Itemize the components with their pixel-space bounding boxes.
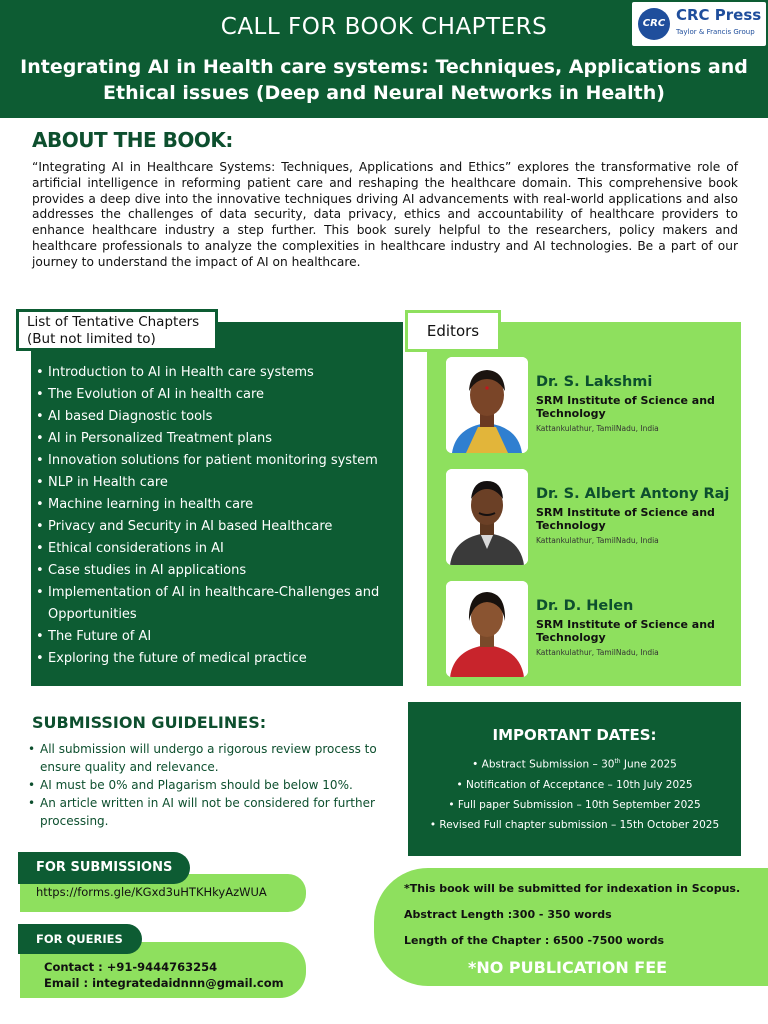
list-item: • The Future of AI: [36, 626, 400, 648]
list-item: • Innovation solutions for patient monitoring system: [36, 450, 400, 472]
list-item: • Privacy and Security in AI based Healthcare: [36, 516, 400, 538]
chapters-label: List of Tentative Chapters (But not limited to): [16, 309, 218, 351]
contact-phone: Contact : +91-9444763254: [44, 960, 218, 974]
list-item: • AI must be 0% and Plagarism should be below 10%.: [28, 776, 388, 794]
editor-location: Kattankulathur, TamilNadu, India: [536, 648, 659, 657]
list-item: • Machine learning in health care: [36, 494, 400, 516]
editor-location: Kattankulathur, TamilNadu, India: [536, 536, 659, 545]
list-item: • NLP in Health care: [36, 472, 400, 494]
submission-heading: SUBMISSION GUIDELINES:: [32, 713, 267, 732]
dates-heading: IMPORTANT DATES:: [492, 726, 657, 744]
list-item: • Notification of Acceptance – 10th July 2025: [456, 778, 693, 791]
list-item: • Revised Full chapter submission – 15th October 2025: [429, 818, 720, 831]
publisher-sub: Taylor & Francis Group: [676, 28, 755, 36]
editor-institute: SRM Institute of Science and Technology: [536, 506, 715, 532]
editor-institute: SRM Institute of Science and Technology: [536, 394, 715, 420]
crc-badge-icon: CRC: [638, 8, 670, 40]
list-item: • The Evolution of AI in health care: [36, 384, 400, 406]
editor-photo-albert: [446, 469, 528, 565]
list-item: • All submission will undergo a rigorous review process to ensure quality and relevance.: [28, 740, 388, 776]
editors-label: Editors: [405, 310, 501, 352]
editor-photo-helen: [446, 581, 528, 677]
list-item: • Full paper Submission – 10th September 2025: [448, 798, 701, 811]
editor-institute: SRM Institute of Science and Technology: [536, 618, 715, 644]
editor-name: Dr. S. Lakshmi: [536, 374, 653, 390]
list-item: • Abstract Submission – 30th June 2025: [472, 758, 677, 771]
for-submissions-label: FOR SUBMISSIONS: [18, 852, 190, 884]
book-title: Integrating AI in Health care systems: Techniques, Applications and Ethical issues (Deep and Neural Networks in Health): [20, 56, 748, 104]
list-item: • Ethical considerations in AI: [36, 538, 400, 560]
submission-link[interactable]: https://forms.gle/KGxd3uHTKHkyAzWUA: [36, 885, 267, 899]
about-text: “Integrating AI in Healthcare Systems: Techniques, Applications and Ethics” explores the transformative role of artificial intelligence in reforming patient care and reshaping the healthcare domain. This comprehensive book provides a deep dive into the innovative techniques driving AI advancements with real-world applications and also addresses the challenges of data security, data privacy, ethics and accountability of healthcare providers to enhance healthcare industry a step further. This book surely helpful to the researchers, policy makers and healthcare professionals to analyze the complexities in healthcare industry and AI technologies. Be a part of our journey to understand the impact of AI on healthcare.: [32, 160, 738, 269]
publisher-name: CRC Press: [676, 6, 762, 24]
list-item: • AI based Diagnostic tools: [36, 406, 400, 428]
list-item: • AI in Personalized Treatment plans: [36, 428, 400, 450]
chapter-length: Length of the Chapter : 6500 -7500 words: [404, 934, 665, 947]
call-heading: CALL FOR BOOK CHAPTERS: [220, 14, 548, 40]
editor-photo-lakshmi: [446, 357, 528, 453]
abstract-length: Abstract Length :300 - 350 words: [404, 908, 612, 921]
about-heading: ABOUT THE BOOK:: [32, 128, 233, 152]
dates-list: [408, 752, 741, 835]
editor-location: Kattankulathur, TamilNadu, India: [536, 424, 659, 433]
editor-name: Dr. D. Helen: [536, 598, 634, 614]
scopus-note: *This book will be submitted for indexation in Scopus.: [404, 882, 741, 895]
list-item: • Case studies in AI applications: [36, 560, 400, 582]
for-queries-label: FOR QUERIES: [18, 924, 142, 954]
editor-name: Dr. S. Albert Antony Raj: [536, 486, 730, 502]
list-item: • Implementation of AI in healthcare-Challenges and Opportunities: [36, 582, 400, 626]
list-item: • Introduction to AI in Health care systems: [36, 362, 400, 384]
list-item: • An article written in AI will not be considered for further processing.: [28, 794, 388, 830]
no-fee-note: *NO PUBLICATION FEE: [468, 958, 668, 977]
list-item: • Exploring the future of medical practice: [36, 648, 400, 670]
contact-email[interactable]: Email : integratedaidnnn@gmail.com: [44, 976, 284, 990]
chapters-list: [36, 362, 400, 670]
crc-press-logo: [632, 2, 766, 46]
dates-panel: [408, 702, 741, 856]
submission-list: [28, 740, 388, 830]
